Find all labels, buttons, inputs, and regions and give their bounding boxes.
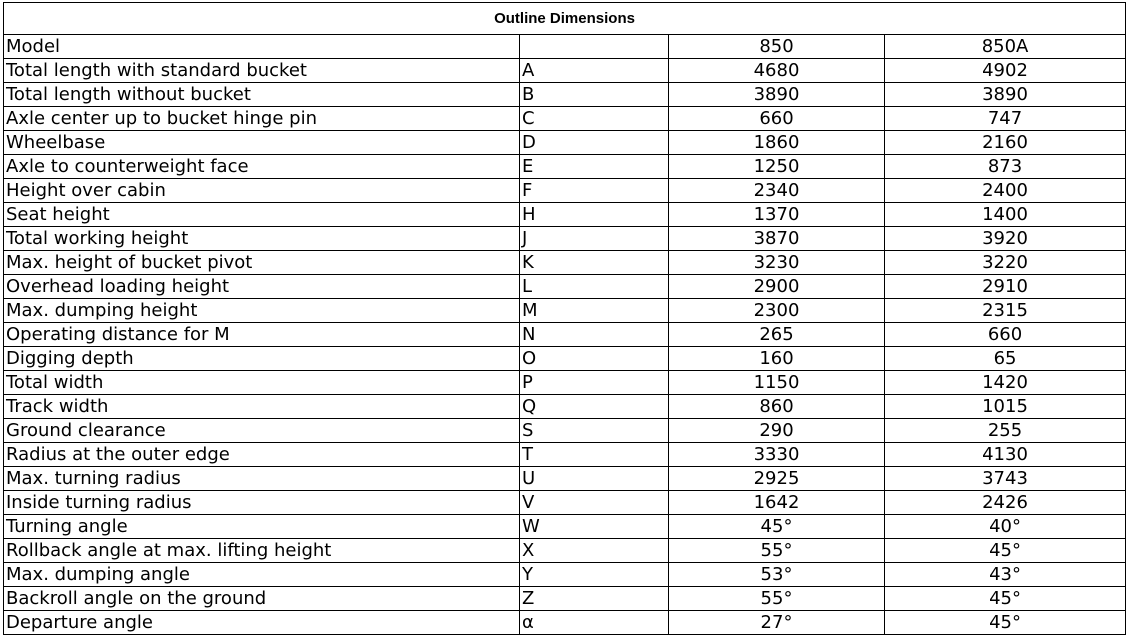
row-code-cell: Z bbox=[520, 587, 669, 611]
row-850a-value: 3220 bbox=[885, 251, 1126, 275]
row-850a-value: 2400 bbox=[885, 179, 1126, 203]
table-row bbox=[4, 107, 1126, 131]
row-code-cell: α bbox=[520, 611, 669, 635]
outline-dimensions-table bbox=[3, 2, 1126, 635]
header-row bbox=[4, 35, 1126, 59]
row-850a-value: 4130 bbox=[885, 443, 1126, 467]
header-model: Model bbox=[4, 35, 520, 59]
row-850a-value: 4902 bbox=[885, 59, 1126, 83]
row-850-value: 55° bbox=[669, 587, 885, 611]
row-name-cell: Seat height bbox=[4, 203, 520, 227]
row-name-cell: Ground clearance bbox=[4, 419, 520, 443]
row-850a-value: 2160 bbox=[885, 131, 1126, 155]
row-code-cell: Y bbox=[520, 563, 669, 587]
row-name-cell: Radius at the outer edge bbox=[4, 443, 520, 467]
table-title: Outline Dimensions bbox=[4, 3, 1126, 35]
row-850-value: 45° bbox=[669, 515, 885, 539]
row-850a-value: 1015 bbox=[885, 395, 1126, 419]
row-name-cell: Backroll angle on the ground bbox=[4, 587, 520, 611]
table-body bbox=[4, 3, 1126, 635]
table-row bbox=[4, 515, 1126, 539]
row-code-cell: O bbox=[520, 347, 669, 371]
table-row bbox=[4, 419, 1126, 443]
row-name-cell: Max. height of bucket pivot bbox=[4, 251, 520, 275]
row-850-value: 2300 bbox=[669, 299, 885, 323]
row-850-value: 1150 bbox=[669, 371, 885, 395]
table-row bbox=[4, 131, 1126, 155]
row-name-cell: Inside turning radius bbox=[4, 491, 520, 515]
row-name-cell: Total length with standard bucket bbox=[4, 59, 520, 83]
row-code-cell: P bbox=[520, 371, 669, 395]
row-name-cell: Wheelbase bbox=[4, 131, 520, 155]
row-850a-value: 3890 bbox=[885, 83, 1126, 107]
row-name-cell: Track width bbox=[4, 395, 520, 419]
row-name-cell: Overhead loading height bbox=[4, 275, 520, 299]
table-row bbox=[4, 323, 1126, 347]
row-code-cell: J bbox=[520, 227, 669, 251]
row-850-value: 55° bbox=[669, 539, 885, 563]
row-850a-value: 660 bbox=[885, 323, 1126, 347]
row-850a-value: 3920 bbox=[885, 227, 1126, 251]
row-name-cell: Total working height bbox=[4, 227, 520, 251]
table-row bbox=[4, 275, 1126, 299]
row-850-value: 2340 bbox=[669, 179, 885, 203]
row-850-value: 4680 bbox=[669, 59, 885, 83]
row-name-cell: Turning angle bbox=[4, 515, 520, 539]
row-name-cell: Max. dumping angle bbox=[4, 563, 520, 587]
header-850: 850 bbox=[669, 35, 885, 59]
row-850a-value: 3743 bbox=[885, 467, 1126, 491]
table-row bbox=[4, 59, 1126, 83]
table-row bbox=[4, 587, 1126, 611]
table-row bbox=[4, 299, 1126, 323]
table-row bbox=[4, 611, 1126, 635]
row-850-value: 1250 bbox=[669, 155, 885, 179]
header-code bbox=[520, 35, 669, 59]
row-850-value: 3870 bbox=[669, 227, 885, 251]
row-name-cell: Rollback angle at max. lifting height bbox=[4, 539, 520, 563]
row-850-value: 160 bbox=[669, 347, 885, 371]
row-850a-value: 1400 bbox=[885, 203, 1126, 227]
row-850-value: 660 bbox=[669, 107, 885, 131]
row-code-cell: N bbox=[520, 323, 669, 347]
row-name-cell: Axle center up to bucket hinge pin bbox=[4, 107, 520, 131]
table-row bbox=[4, 203, 1126, 227]
row-code-cell: H bbox=[520, 203, 669, 227]
table-row bbox=[4, 83, 1126, 107]
row-name-cell: Max. turning radius bbox=[4, 467, 520, 491]
row-code-cell: F bbox=[520, 179, 669, 203]
table-row bbox=[4, 395, 1126, 419]
row-850-value: 1642 bbox=[669, 491, 885, 515]
row-code-cell: K bbox=[520, 251, 669, 275]
row-850-value: 2900 bbox=[669, 275, 885, 299]
row-name-cell: Digging depth bbox=[4, 347, 520, 371]
row-850a-value: 747 bbox=[885, 107, 1126, 131]
row-code-cell: S bbox=[520, 419, 669, 443]
row-850-value: 265 bbox=[669, 323, 885, 347]
row-850a-value: 1420 bbox=[885, 371, 1126, 395]
table-row bbox=[4, 563, 1126, 587]
row-850a-value: 2315 bbox=[885, 299, 1126, 323]
row-code-cell: C bbox=[520, 107, 669, 131]
table-row bbox=[4, 371, 1126, 395]
row-code-cell: U bbox=[520, 467, 669, 491]
table-row bbox=[4, 179, 1126, 203]
table-row bbox=[4, 227, 1126, 251]
table-row bbox=[4, 443, 1126, 467]
row-code-cell: V bbox=[520, 491, 669, 515]
table-row bbox=[4, 347, 1126, 371]
row-850a-value: 873 bbox=[885, 155, 1126, 179]
table-row bbox=[4, 155, 1126, 179]
row-name-cell: Departure angle bbox=[4, 611, 520, 635]
row-name-cell: Height over cabin bbox=[4, 179, 520, 203]
row-850a-value: 45° bbox=[885, 611, 1126, 635]
row-code-cell: W bbox=[520, 515, 669, 539]
table-row bbox=[4, 491, 1126, 515]
row-850a-value: 2910 bbox=[885, 275, 1126, 299]
row-code-cell: A bbox=[520, 59, 669, 83]
row-code-cell: L bbox=[520, 275, 669, 299]
row-850-value: 2925 bbox=[669, 467, 885, 491]
table-row bbox=[4, 467, 1126, 491]
row-850a-value: 40° bbox=[885, 515, 1126, 539]
row-code-cell: X bbox=[520, 539, 669, 563]
table-row bbox=[4, 251, 1126, 275]
row-name-cell: Max. dumping height bbox=[4, 299, 520, 323]
row-850a-value: 65 bbox=[885, 347, 1126, 371]
row-code-cell: D bbox=[520, 131, 669, 155]
row-850-value: 290 bbox=[669, 419, 885, 443]
row-code-cell: T bbox=[520, 443, 669, 467]
row-850a-value: 2426 bbox=[885, 491, 1126, 515]
row-code-cell: B bbox=[520, 83, 669, 107]
row-850-value: 1370 bbox=[669, 203, 885, 227]
row-850a-value: 45° bbox=[885, 539, 1126, 563]
row-850a-value: 43° bbox=[885, 563, 1126, 587]
row-name-cell: Total width bbox=[4, 371, 520, 395]
row-850-value: 3330 bbox=[669, 443, 885, 467]
title-row bbox=[4, 3, 1126, 35]
row-code-cell: Q bbox=[520, 395, 669, 419]
row-850a-value: 45° bbox=[885, 587, 1126, 611]
header-850a: 850A bbox=[885, 35, 1126, 59]
row-850-value: 3230 bbox=[669, 251, 885, 275]
row-850-value: 3890 bbox=[669, 83, 885, 107]
row-850-value: 860 bbox=[669, 395, 885, 419]
table-row bbox=[4, 539, 1126, 563]
row-850-value: 27° bbox=[669, 611, 885, 635]
row-850a-value: 255 bbox=[885, 419, 1126, 443]
row-850-value: 1860 bbox=[669, 131, 885, 155]
row-code-cell: E bbox=[520, 155, 669, 179]
row-name-cell: Axle to counterweight face bbox=[4, 155, 520, 179]
row-code-cell: M bbox=[520, 299, 669, 323]
row-name-cell: Operating distance for M bbox=[4, 323, 520, 347]
row-name-cell: Total length without bucket bbox=[4, 83, 520, 107]
row-850-value: 53° bbox=[669, 563, 885, 587]
